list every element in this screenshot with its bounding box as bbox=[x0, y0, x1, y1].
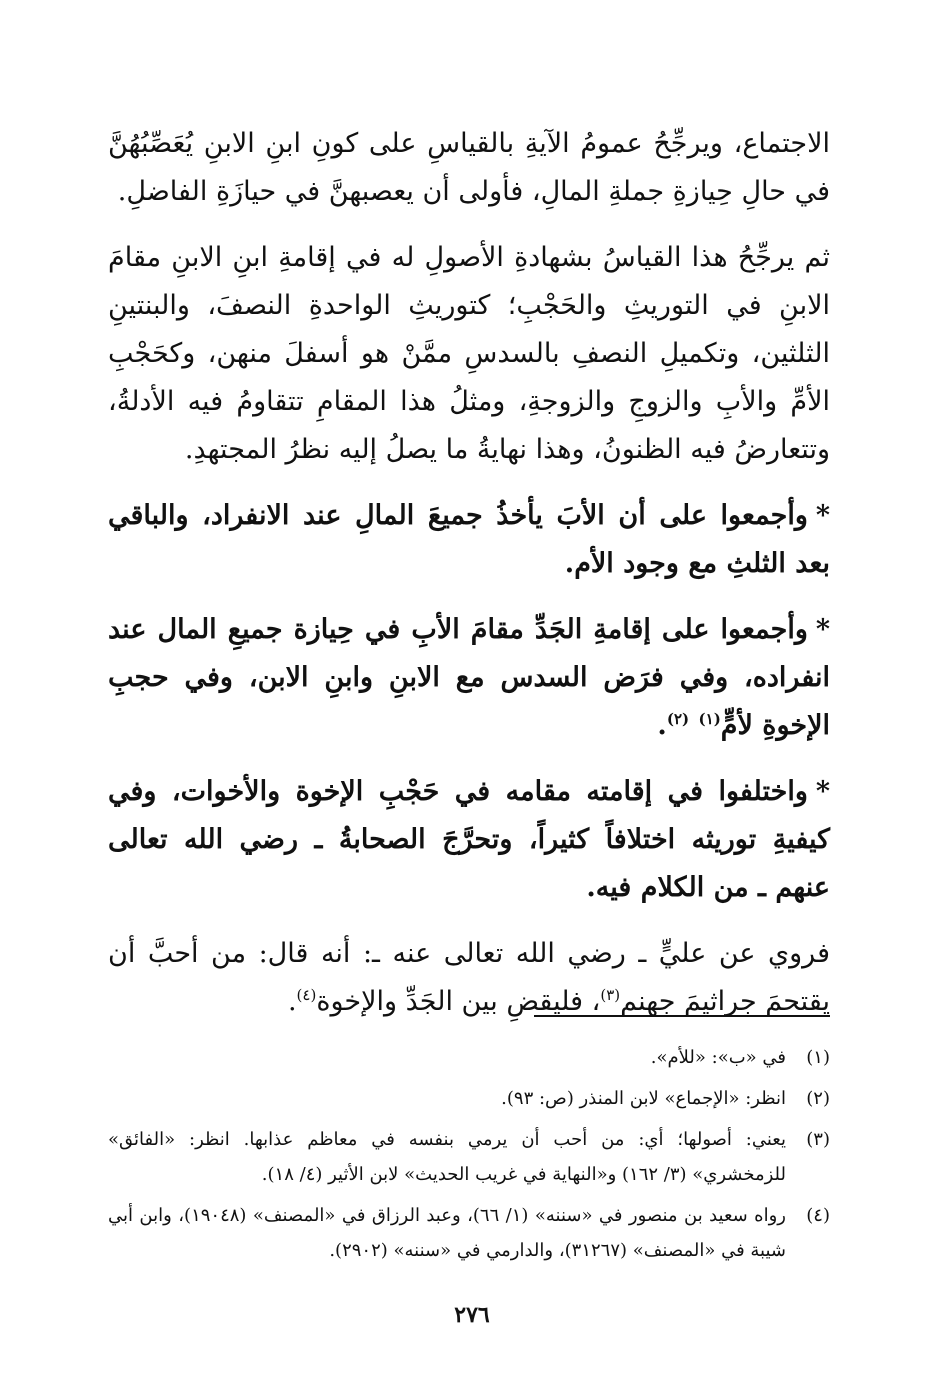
footnote-ref: (٢) bbox=[666, 710, 690, 728]
paragraph-text: فروي عن عليٍّ ـ رضي الله تعالى عنه ـ: أنه قال: من أحبَّ أن يقتحمَ جراثيمَ جهنم bbox=[108, 938, 830, 1017]
footnote-number: (٢) bbox=[806, 1088, 830, 1109]
footnotes bbox=[108, 1040, 830, 1274]
paragraph: *وأجمعوا على إقامةِ الجَدِّ مقامَ الأبِ في حِيازة جميعِ المال عند انفراده، وفي فرَض السدس مع الابنِ وابنِ الابن، وفي حجبِ الإخوةِ لأمٍّ$^{(١)}$ $^{(٢)}$. bbox=[108, 614, 830, 741]
footnote bbox=[108, 1122, 830, 1192]
footnote-separator bbox=[534, 1015, 830, 1017]
footnote-text: في «ب»: «للأم». bbox=[650, 1047, 786, 1068]
star-marker: * bbox=[815, 776, 830, 807]
paragraph-text: الاجتماع، ويرجِّحُ عمومُ الآيةِ بالقياسِ على كونِ ابنِ الابنِ يُعَصِّبُهُنَّ في حالِ حِيازةِ جملةِ المالِ، فأولى أن يعصبهنَّ في حيازَةِ الفاضلِ. bbox=[108, 128, 831, 207]
footnote-number: (٣) bbox=[806, 1129, 830, 1150]
footnote bbox=[108, 1081, 830, 1116]
paragraph-text: وأجمعوا على أن الأبَ يأخذُ جميعَ المالِ عند الانفراد، والباقي بعد الثلثِ مع وجود الأم. bbox=[108, 500, 830, 579]
paragraph bbox=[108, 492, 830, 588]
paragraph bbox=[108, 768, 830, 912]
paragraph-text: واختلفوا في إقامته مقامه في حَجْبِ الإخوة والأخوات، وفي كيفيةِ توريثه اختلافاً كثيراً، وتحرَّجَ الصحابةُ ـ رضي الله تعالى عنهم ـ من الكلام فيه. bbox=[108, 776, 830, 903]
page-number: ٢٧٦ bbox=[454, 1302, 490, 1328]
footnote-ref: (٣) bbox=[600, 986, 621, 1004]
footnote-ref: (١) bbox=[698, 710, 721, 728]
paragraph-text: ثم يرجِّحُ هذا القياسُ بشهادةِ الأصولِ له في إقامةِ ابنِ الابنِ مقامَ الابنِ في التوريثِ والحَجْبِ؛ كتوريثِ الواحدةِ النصفَ، والبنتينِ الثلثين، وتكميلِ النصفِ بالسدسِ ممَّنْ هو أسفلَ منهن، وكحَجْبِ الأمِّ والأبِ والزوجِ والزوجةِ، ومثلُ هذا المقامِ تتقاومُ فيه الأدلةُ، وتتعارضُ فيه الظنونُ، وهذا نهايةُ ما يصلُ إليه نظرُ المجتهدِ. bbox=[108, 242, 830, 465]
footnote-text: انظر: «الإجماع» لابن المنذر (ص: ٩٣). bbox=[501, 1088, 786, 1109]
paragraph-text: وأجمعوا على إقامةِ الجَدِّ مقامَ الأبِ في حِيازة جميعِ المال عند انفراده، وفي فرَض السدس مع الابنِ وابنِ الابن، وفي حجبِ الإخوةِ لأمٍّ bbox=[108, 614, 830, 741]
footnote-number: (١) bbox=[806, 1047, 830, 1068]
paragraph bbox=[108, 234, 830, 474]
footnote-number: (٤) bbox=[806, 1205, 830, 1226]
paragraph: فروي عن عليٍّ ـ رضي الله تعالى عنه ـ: أنه قال: من أحبَّ أن يقتحمَ جراثيمَ جهنم$^{(٣)}$، فليقضِ بين الجَدِّ والإخوة$^{(٤)}$. bbox=[108, 938, 830, 1017]
star-marker: * bbox=[815, 500, 830, 531]
paragraph bbox=[108, 120, 830, 216]
footnote bbox=[108, 1198, 830, 1268]
main-text bbox=[108, 120, 830, 1044]
footnote-text: رواه سعيد بن منصور في «سننه» (١/ ٦٦)، وعبد الرزاق في «المصنف» (١٩٠٤٨)، وابن أبي شيبة في «المصنف» (٣١٢٦٧)، والدارمي في «سننه» (٢٩٠٢). bbox=[108, 1205, 786, 1261]
paragraph-text: ، فليقضِ بين الجَدِّ والإخوة bbox=[316, 986, 601, 1017]
star-marker: * bbox=[815, 614, 830, 645]
footnote-ref: (٤) bbox=[296, 986, 317, 1004]
footnote-text: يعني: أصولها؛ أي: من أحب أن يرمي بنفسه في معاظم عذابها. انظر: «الفائق» للزمخشري» (٣/ ١٦٢) و«النهاية في غريب الحديث» لابن الأثير (٤/ ١٨). bbox=[108, 1129, 786, 1185]
footnote bbox=[108, 1040, 830, 1075]
